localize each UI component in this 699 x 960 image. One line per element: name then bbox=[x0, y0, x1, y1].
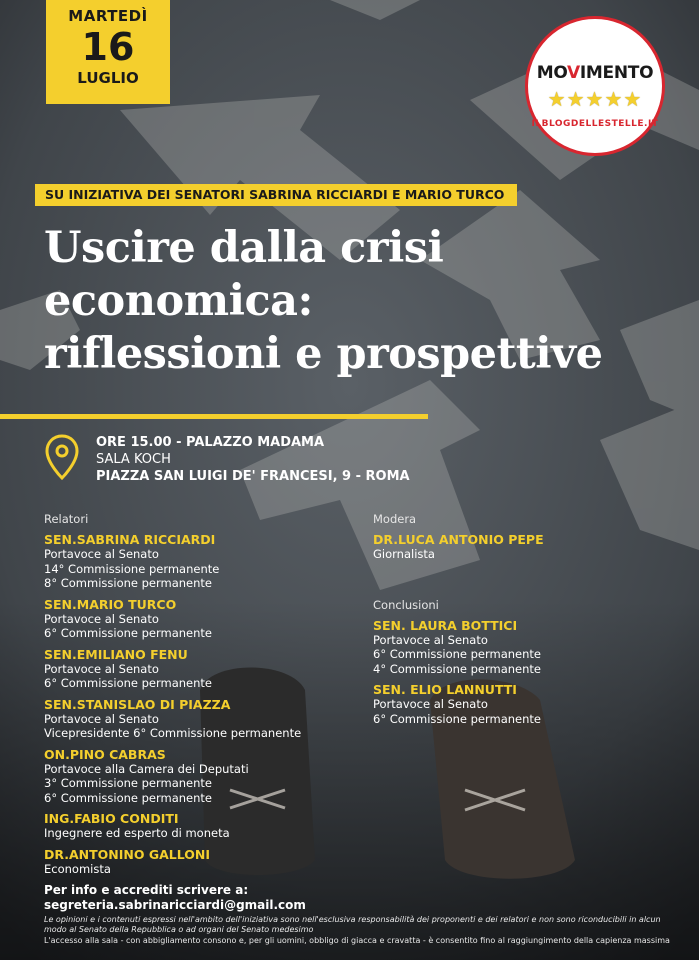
person-role: 6° Commissione permanente bbox=[373, 647, 542, 661]
disclaimer-text: Le opinioni e i contenuti espressi nell'ambito dell'iniziativa sono nell'esclusiva responsabilità dei proponenti e dei relatori e non sono riconducibili in alcun modo al Senato della Repubblica o ad organi del Senato medesimo bbox=[44, 915, 661, 934]
person-role: 14° Commissione permanente bbox=[44, 561, 220, 576]
event-title: Uscire dalla crisi economica: riflessioni e prospettive bbox=[44, 223, 603, 379]
logo-wordmark: MOVIMENTO bbox=[536, 63, 654, 83]
location-pin-icon bbox=[44, 434, 80, 480]
event-day: 16 bbox=[81, 25, 135, 69]
title-divider bbox=[0, 414, 428, 419]
conclusioni-list bbox=[373, 618, 673, 727]
logo-stars-icon: ★★★★★ bbox=[547, 87, 643, 111]
person-entry bbox=[373, 532, 673, 562]
person-role: Ingegnere ed esperto di moneta bbox=[44, 826, 230, 840]
person-role: Portavoce al Senato bbox=[44, 547, 159, 561]
modera-heading: Modera bbox=[373, 512, 417, 526]
event-month: LUGLIO bbox=[77, 69, 139, 87]
person-entry bbox=[44, 747, 364, 806]
person-entry bbox=[44, 597, 364, 641]
info-footer bbox=[44, 883, 684, 946]
person-entry bbox=[44, 647, 364, 691]
conclusioni-heading: Conclusioni bbox=[373, 597, 439, 612]
person-name: SEN. LAURA BOTTICI bbox=[373, 617, 518, 633]
relatori-heading: Relatori bbox=[44, 512, 89, 526]
venue-address: PIAZZA SAN LUIGI DE' FRANCESI, 9 - ROMA bbox=[96, 469, 410, 484]
person-role: Portavoce al Senato bbox=[373, 632, 488, 647]
venue-time-place: ORE 15.00 - PALAZZO MADAMA bbox=[96, 435, 325, 450]
person-name: ING.FABIO CONDITI bbox=[44, 811, 179, 826]
person-name: ON.PINO CABRAS bbox=[44, 746, 166, 762]
person-name: DR.LUCA ANTONIO PEPE bbox=[373, 532, 544, 547]
info-heading: Per info e accrediti scrivere a: bbox=[44, 883, 249, 897]
modera-list bbox=[373, 532, 673, 562]
person-entry bbox=[373, 618, 673, 677]
person-entry bbox=[44, 811, 364, 841]
person-role: Portavoce al Senato bbox=[44, 661, 159, 676]
person-entry bbox=[44, 847, 364, 877]
logo-site: ILBLOGDELLESTELLE.IT bbox=[531, 119, 659, 129]
person-role: 6° Commissione permanente bbox=[44, 626, 213, 640]
person-name: SEN. ELIO LANNUTTI bbox=[373, 682, 517, 697]
person-name: SEN.SABRINA RICCIARDI bbox=[44, 532, 216, 547]
person-role: 3° Commissione permanente bbox=[44, 776, 213, 790]
person-role: 6° Commissione permanente bbox=[44, 790, 213, 805]
person-role: 6° Commissione permanente bbox=[373, 711, 542, 726]
contact-email[interactable]: segreteria.sabrinaricciardi@gmail.com bbox=[44, 898, 306, 912]
event-date-badge bbox=[46, 0, 170, 104]
person-entry bbox=[44, 532, 364, 591]
access-note: L'accesso alla sala - con abbigliamento consono e, per gli uomini, obbligo di giacca e cravatta - è consentito fino al raggiungimento della capienza massima bbox=[44, 936, 670, 945]
speakers-column bbox=[44, 512, 364, 882]
person-name: SEN.MARIO TURCO bbox=[44, 596, 177, 612]
initiative-banner: SU INIZIATIVA DEI SENATORI SABRINA RICCIARDI E MARIO TURCO bbox=[35, 184, 517, 206]
person-entry bbox=[44, 697, 364, 741]
person-name: SEN.EMILIANO FENU bbox=[44, 646, 188, 662]
person-role: 4° Commissione permanente bbox=[373, 661, 542, 676]
person-role: Portavoce al Senato bbox=[44, 611, 159, 626]
person-name: DR.ANTONINO GALLONI bbox=[44, 846, 210, 862]
person-name: SEN.STANISLAO DI PIAZZA bbox=[44, 696, 231, 712]
person-role: Portavoce al Senato bbox=[44, 711, 159, 726]
person-role: 8° Commissione permanente bbox=[44, 576, 213, 590]
person-role: Giornalista bbox=[373, 547, 435, 561]
person-role: 6° Commissione permanente bbox=[44, 676, 213, 690]
person-role: Economista bbox=[44, 861, 111, 876]
movimento-logo bbox=[525, 16, 665, 156]
moderator-conclusions-column bbox=[373, 512, 673, 732]
person-role: Portavoce al Senato bbox=[373, 697, 488, 711]
venue-room: SALA KOCH bbox=[96, 452, 171, 467]
relatori-list bbox=[44, 532, 364, 876]
event-venue bbox=[96, 434, 410, 485]
person-entry bbox=[373, 682, 673, 726]
person-role: Portavoce alla Camera dei Deputati bbox=[44, 761, 249, 776]
event-weekday: MARTEDÌ bbox=[68, 7, 148, 25]
person-role: Vicepresidente 6° Commissione permanente bbox=[44, 726, 302, 740]
